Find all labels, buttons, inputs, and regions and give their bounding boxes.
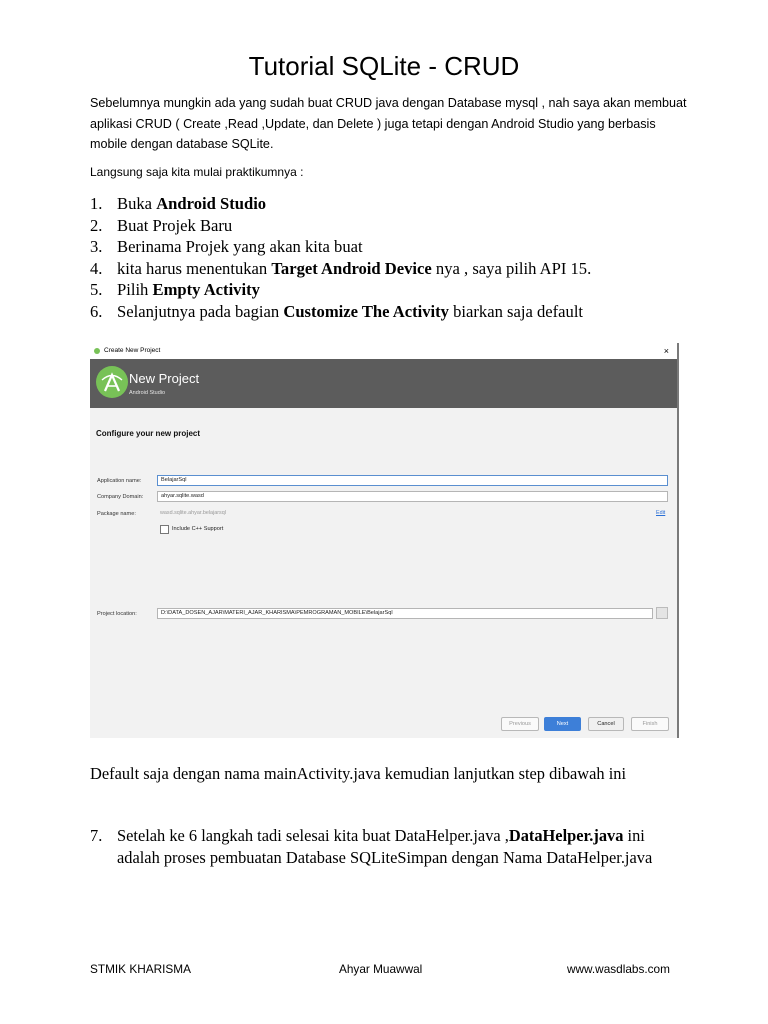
banner-title: New Project xyxy=(129,371,200,386)
edit-link[interactable]: Edit xyxy=(656,510,666,516)
step-bold: Empty Activity xyxy=(152,280,260,299)
step-bold: Customize The Activity xyxy=(283,301,449,321)
list-item xyxy=(90,236,710,258)
list-item xyxy=(90,258,710,280)
step-bold: Android Studio xyxy=(156,194,267,213)
step-text: Buka xyxy=(117,194,157,213)
list-item xyxy=(90,193,710,215)
cpp-support-checkbox[interactable] xyxy=(160,525,169,534)
company-domain-input[interactable]: ahyar.sqlite.wasd xyxy=(157,491,668,502)
step-text: Selanjutnya pada bagian xyxy=(117,301,284,321)
step-text-after: ini adalah proses pembuatan Database SQLiteSimpan dengan Nama DataHelper.java xyxy=(117,826,653,867)
step-number: 6. xyxy=(90,301,103,321)
next-button[interactable]: Next xyxy=(544,717,581,731)
footer-right: www.wasdlabs.com xyxy=(567,962,670,976)
step-text: Buat Projek Baru xyxy=(117,215,233,235)
list-item xyxy=(90,279,710,301)
finish-button[interactable]: Finish xyxy=(631,717,669,731)
package-name-value: wasd.sqlite.ahyar.belajarsql xyxy=(160,510,226,516)
project-location-input[interactable]: D:\DATA_DOSEN_AJAR\MATERI_AJAR_KHARISMA\PEMROGRAMAN_MOBILE\BelajarSql xyxy=(157,608,653,619)
page-title: Tutorial SQLite - CRUD xyxy=(248,51,520,81)
step-text: Pilih xyxy=(117,280,153,299)
package-name-label: Package name: xyxy=(97,511,136,517)
step-text-after: biarkan saja default xyxy=(448,301,584,321)
steps-list xyxy=(90,193,710,322)
step-bold: Target Android Device xyxy=(271,258,432,278)
section-title: Configure your new project xyxy=(96,429,201,438)
step-text: Setelah ke 6 langkah tadi selesai kita buat DataHelper.java , xyxy=(117,826,509,845)
window-titlebar xyxy=(90,343,677,359)
banner-subtitle: Android Studio xyxy=(129,390,166,396)
footer-center: Ahyar Muawwal xyxy=(339,962,423,976)
company-domain-label: Company Domain: xyxy=(97,494,144,500)
step-number: 1. xyxy=(90,194,103,213)
browse-button[interactable] xyxy=(656,607,668,619)
android-studio-logo-icon xyxy=(96,366,128,398)
new-project-screenshot xyxy=(90,343,679,738)
step-number: 2. xyxy=(90,215,103,235)
step-number: 3. xyxy=(90,237,103,256)
list-item xyxy=(90,825,680,869)
list-item xyxy=(90,301,710,323)
step-text: kita harus menentukan xyxy=(117,258,272,278)
footer-left: STMIK KHARISMA xyxy=(90,962,191,976)
step-number: 4. xyxy=(90,258,103,278)
cancel-button[interactable]: Cancel xyxy=(588,717,624,731)
banner xyxy=(90,359,677,408)
step-text-after: nya , saya pilih API 15. xyxy=(431,258,592,278)
step-bold: DataHelper.java xyxy=(508,826,624,845)
step-number: 7. xyxy=(90,826,103,845)
list-item xyxy=(90,215,710,237)
lead-sentence: Langsung saja kita mulai praktikumnya : xyxy=(90,165,304,179)
android-studio-icon xyxy=(94,348,100,354)
app-name-input[interactable]: BelajarSql xyxy=(157,475,668,486)
previous-button[interactable]: Previous xyxy=(501,717,539,731)
close-icon[interactable]: × xyxy=(663,346,669,356)
window-title: Create New Project xyxy=(104,347,161,354)
step-text: Berinama Projek yang akan kita buat xyxy=(117,237,363,256)
app-name-label: Application name: xyxy=(97,478,142,484)
cpp-support-label: Include C++ Support xyxy=(172,526,224,532)
intro-paragraph: Sebelumnya mungkin ada yang sudah buat CRUD java dengan Database mysql , nah saya akan membuat aplikasi CRUD ( Create ,Read ,Update, dan Delete ) juga tetapi dengan Android Studio yang berbasis mobile dengan database SQLite. xyxy=(90,96,687,151)
project-location-label: Project location: xyxy=(97,611,137,617)
after-screenshot-text: Default saja dengan nama mainActivity.java kemudian lanjutkan step dibawah ini xyxy=(90,764,627,783)
step-number: 5. xyxy=(90,280,103,299)
